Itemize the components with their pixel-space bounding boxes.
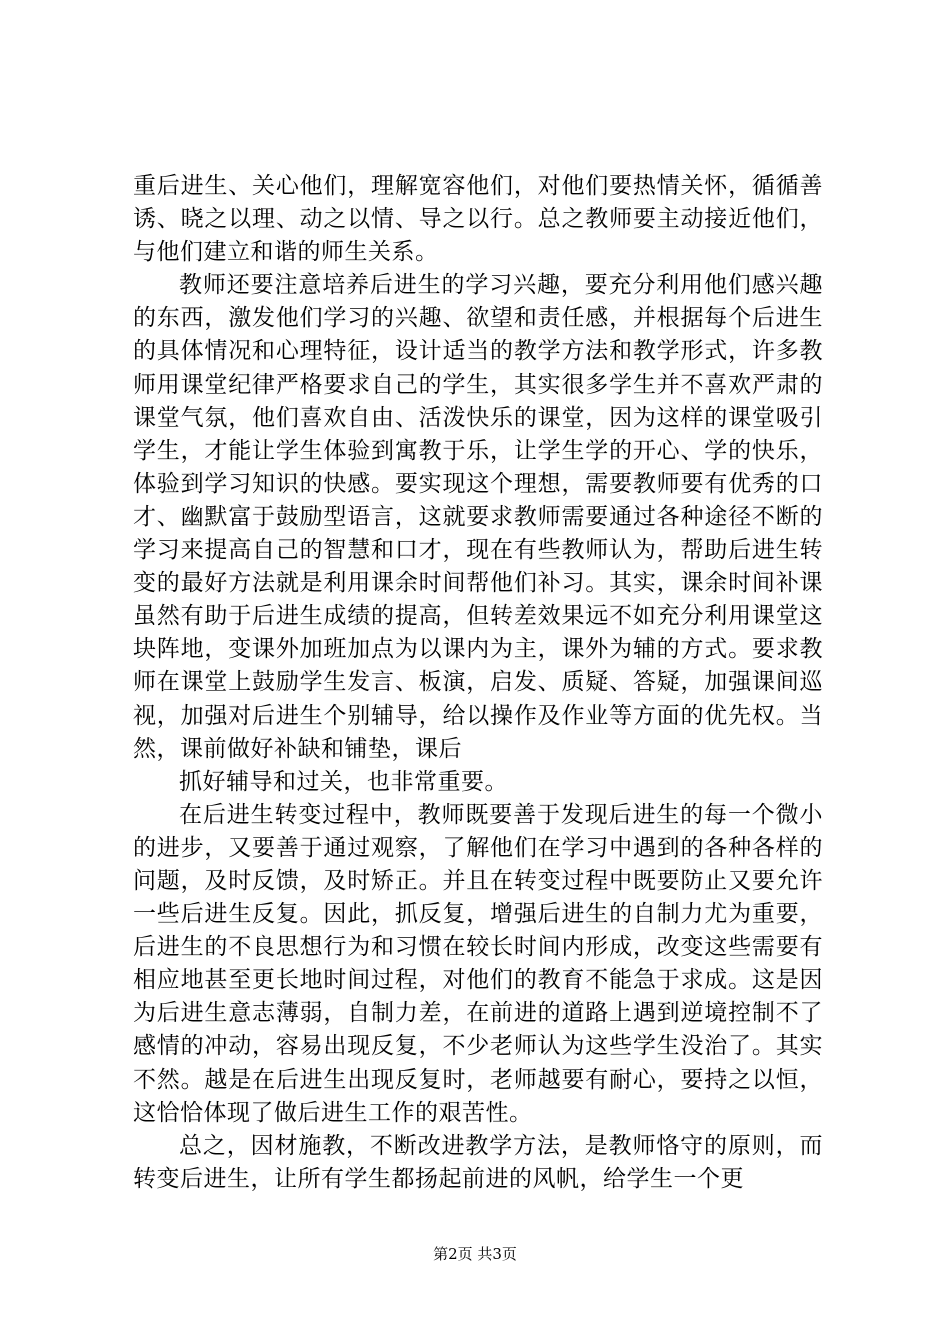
paragraph-4: 在后进生转变过程中，教师既要善于发现后进生的每一个微小的进步，又要善于通过观察，了解他们在学习中遇到的各种各样的问题，及时反馈，及时矫正。并且在转变过程中既要防止又要允许一些后进生反复。因此，抓反复，增强后进生的自制力尤为重要，后进生的不良思想行为和习惯在较长时间内形成，改变这些需要有相应地甚至更长地时间过程，对他们的教育不能急于求成。这是因为后进生意志薄弱，自制力差，在前进的道路上遇到逆境控制不了感情的冲动，容易出现反复，不少老师认为这些学生没治了。其实不然。越是在后进生出现反复时，老师越要有耐心，要持之以恒，这恰恰体现了做后进生工作的艰苦性。 bbox=[133, 801, 823, 1126]
paragraph-5: 总之，因材施教，不断改进教学方法，是教师恪守的原则，而转变后进生，让所有学生都扬起前进的风帆，给学生一个更 bbox=[133, 1132, 823, 1192]
page-footer bbox=[0, 1244, 950, 1264]
paragraph-1: 重后进生、关心他们，理解宽容他们，对他们要热情关怀，循循善诱、晓之以理、动之以情、导之以行。总之教师要主动接近他们，与他们建立和谐的师生关系。 bbox=[133, 173, 823, 266]
document-body bbox=[133, 170, 823, 1196]
page-number-label: 第2页 共3页 bbox=[433, 1245, 517, 1263]
paragraph-2: 教师还要注意培养后进生的学习兴趣，要充分利用他们感兴趣的东西，激发他们学习的兴趣、欲望和责任感，并根据每个后进生的具体情况和心理特征，设计适当的教学方法和教学形式，许多教师用课堂纪律严格要求自己的学生，其实很多学生并不喜欢严肃的课堂气氛，他们喜欢自由、活泼快乐的课堂，因为这样的课堂吸引学生，才能让学生体验到寓教于乐，让学生学的开心、学的快乐，体验到学习知识的快感。要实现这个理想，需要教师要有优秀的口才、幽默富于鼓励型语言，这就要求教师需要通过各种途径不断的学习来提高自己的智慧和口才，现在有些教师认为，帮助后进生转变的最好方法就是利用课余时间帮他们补习。其实，课余时间补课虽然有助于后进生成绩的提高，但转差效果远不如充分利用课堂这块阵地，变课外加班加点为以课内为主，课外为辅的方式。要求教师在课堂上鼓励学生发言、板演，启发、质疑、答疑，加强课间巡视，加强对后进生个别辅导，给以操作及作业等方面的优先权。当然，课前做好补缺和铺垫，课后 bbox=[133, 272, 823, 762]
paragraph-3: 抓好辅导和过关，也非常重要。 bbox=[179, 768, 508, 795]
